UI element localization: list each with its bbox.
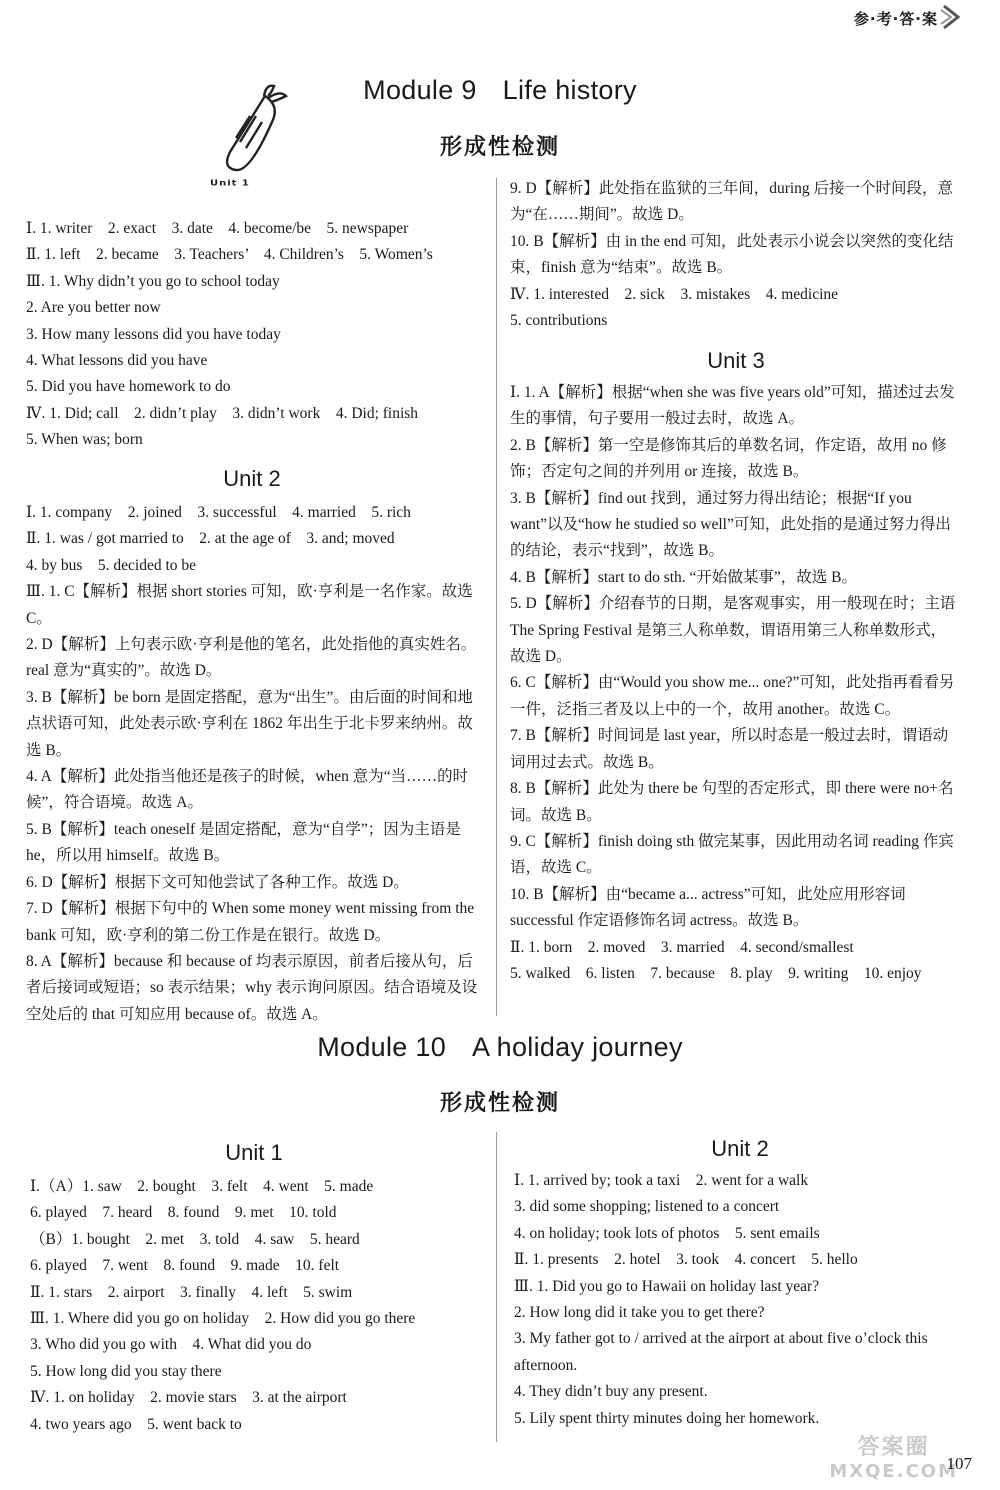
column-divider xyxy=(496,1132,497,1442)
module9-name: Life history xyxy=(502,75,637,105)
answer-line: Ⅰ. 1. writer 2. exact 3. date 4. become/be 5. newspaper xyxy=(26,220,409,237)
answer-line: Ⅱ. 1. presents 2. hotel 3. took 4. concert 5. hello xyxy=(514,1251,858,1269)
answer-line: Ⅲ. 1. C【解析】根据 short stories 可知，欧·亨利是一名作家。故选 C。 xyxy=(26,583,473,627)
module9-subtitle: 形成性检测 xyxy=(439,135,560,160)
module9-unit3-label: Unit 3 xyxy=(707,348,765,373)
answer-line: 5. contributions xyxy=(510,312,608,330)
answer-line: 10. B【解析】由“became a... actress”可知，此处应用形容词 successful 作定语修饰名词 actress。故选 B。 xyxy=(510,885,906,930)
answer-line: Ⅲ. 1. Why didn’t you go to school today xyxy=(26,272,280,290)
answer-line: 6. played 7. heard 8. found 9. met 10. told xyxy=(30,1204,337,1222)
answer-line: 2. How long did it take you to get there? xyxy=(514,1304,765,1322)
answer-line: Ⅱ. 1. born 2. moved 3. married 4. second/smallest xyxy=(510,938,854,956)
module9-unit2-column xyxy=(26,500,484,1028)
answer-line: 4. two years ago 5. went back to xyxy=(30,1415,242,1433)
answer-line: 5. B【解析】teach oneself 是固定搭配，意为“自学”；因为主语是 he，所以用 himself。故选 B。 xyxy=(26,820,461,865)
answer-line: Ⅰ. 1. arrived by; took a taxi 2. went for a walk xyxy=(514,1172,809,1189)
header-answer-tag: 参·考·答·案 xyxy=(853,10,938,28)
answer-line: 6. C【解析】由“Would you show me... one?”可知，此处指再看看另一件，泛指三者及以上中的一个，故用 another。故选 C。 xyxy=(510,674,955,718)
answer-line: 9. D【解析】此处指在监狱的三年间，during 后接一个时间段，意为“在……期间”。故选 D。 xyxy=(510,180,954,224)
answer-line: 6. D【解析】根据下文可知他尝试了各种工作。故选 D。 xyxy=(26,873,409,891)
module9-unit3-column xyxy=(510,380,956,987)
answer-line: Ⅰ.（A）1. saw 2. bought 3. felt 4. went 5. made xyxy=(30,1178,374,1195)
answer-line: 2. Are you better now xyxy=(26,299,161,317)
answer-line: 3. Who did you go with 4. What did you do xyxy=(30,1336,312,1354)
answer-line: 3. did some shopping; listened to a concert xyxy=(514,1198,780,1216)
answer-line: Ⅳ. 1. on holiday 2. movie stars 3. at the airport xyxy=(30,1389,347,1407)
module10-unit2-label: Unit 2 xyxy=(711,1136,769,1161)
answer-line: 8. B【解析】此处为 there be 句型的否定形式，即 there were no+名词。故选 B。 xyxy=(510,780,954,824)
module9-title xyxy=(0,75,1000,106)
answer-line: 5. When was; born xyxy=(26,431,143,449)
unit1-badge: Unit 1 xyxy=(210,179,250,188)
answer-line: 4. B【解析】start to do sth. “开始做某事”，故选 B。 xyxy=(510,568,858,586)
watermark-url: MXQE.COM xyxy=(829,1461,958,1482)
answer-line: Ⅱ. 1. stars 2. airport 3. finally 4. left 5. swim xyxy=(30,1283,353,1301)
module9-right-column xyxy=(510,176,956,334)
answer-line: 2. B【解析】第一空是修饰其后的单数名词，作定语，故用 no 修饰；否定句之间的并列用 or 连接，故选 B。 xyxy=(510,436,947,481)
answer-line: 3. How many lessons did you have today xyxy=(26,325,281,343)
answer-line: 5. How long did you stay there xyxy=(30,1362,222,1380)
answer-line: Ⅱ. 1. left 2. became 3. Teachers’ 4. Children’s 5. Women’s xyxy=(26,246,433,264)
answer-line: 7. B【解析】时间词是 last year，所以时态是一般过去时，谓语动词用过去式。故选 B。 xyxy=(510,727,949,771)
answer-line: 3. My father got to / arrived at the airport at about five o’clock this afternoon. xyxy=(514,1330,928,1374)
answer-line: Ⅳ. 1. interested 2. sick 3. mistakes 4. medicine xyxy=(510,285,839,303)
answer-line: 6. played 7. went 8. found 9. made 10. felt xyxy=(30,1257,340,1275)
answer-line: 3. B【解析】find out 找到，通过努力得出结论；根据“If you want”以及“how he studied so well”可知，此处指的是通过努力得出的结论，表示“找到”，故选 B。 xyxy=(510,489,951,560)
module10-subtitle: 形成性检测 xyxy=(439,1091,560,1116)
answer-line: Ⅲ. 1. Did you go to Hawaii on holiday last year? xyxy=(514,1277,820,1295)
answer-line: Ⅳ. 1. Did; call 2. didn’t play 3. didn’t work 4. Did; finish xyxy=(26,404,419,422)
answer-line: 4. They didn’t buy any present. xyxy=(514,1383,708,1401)
answer-line: 4. by bus 5. decided to be xyxy=(26,556,197,574)
answer-line: 8. A【解析】because 和 because of 均表示原因，前者后接从句，后者后接词或短语；so 表示结果；why 表示询问原因。结合语境及设空处后的 that 可知应用 because of。故选 A。 xyxy=(26,952,478,1023)
module10-unit2-column xyxy=(514,1168,960,1432)
answer-line: 5. Lily spent thirty minutes doing her homework. xyxy=(514,1409,820,1427)
answer-line: 10. B【解析】由 in the end 可知，此处表示小说会以突然的变化结束，finish 意为“结束”。故选 B。 xyxy=(510,232,954,277)
module9-number: Module 9 xyxy=(363,75,477,105)
answer-line: （B）1. bought 2. met 3. told 4. saw 5. heard xyxy=(30,1230,360,1248)
page-number: 107 xyxy=(946,1454,972,1473)
answer-line: Ⅲ. 1. Where did you go on holiday 2. How did you go there xyxy=(30,1310,416,1328)
module10-number: Module 10 xyxy=(317,1032,447,1062)
module10-title xyxy=(0,1032,1000,1063)
answer-line: 2. D【解析】上句表示欧·亨利是他的笔名，此处指他的真实姓名。real 意为“真实的”。故选 D。 xyxy=(26,636,477,680)
answer-line: 4. What lessons did you have xyxy=(26,352,208,370)
watermark xyxy=(829,1436,958,1484)
answer-line: 4. A【解析】此处指当他还是孩子的时候，when 意为“当……的时候”，符合语境。故选 A。 xyxy=(26,768,469,812)
answer-line: 4. on holiday; took lots of photos 5. sent emails xyxy=(514,1224,820,1242)
chevron-right-icon xyxy=(940,4,962,30)
answer-line: Ⅰ. 1. company 2. joined 3. successful 4. married 5. rich xyxy=(26,504,411,521)
answer-line: 5. D【解析】介绍春节的日期，是客观事实，用一般现在时；主语 The Spring Festival 是第三人称单数，谓语用第三人称单数形式，故选 D。 xyxy=(510,595,956,666)
answer-line: 7. D【解析】根据下句中的 When some money went missing from the bank 可知，欧·亨利的第二份工作是在银行。故选 D。 xyxy=(26,900,475,944)
module10-unit1-column xyxy=(30,1174,488,1438)
module9-unit2-label: Unit 2 xyxy=(223,466,281,491)
answer-line: 5. Did you have homework to do xyxy=(26,378,231,396)
answer-line: Ⅱ. 1. was / got married to 2. at the age of 3. and; moved xyxy=(26,530,395,548)
answer-line: Ⅰ. 1. A【解析】根据“when she was five years old”可知，描述过去发生的事情，句子要用一般过去时，故选 A。 xyxy=(510,384,955,428)
answer-line: 5. walked 6. listen 7. because 8. play 9. writing 10. enjoy xyxy=(510,964,922,982)
module10-name: A holiday journey xyxy=(472,1032,683,1062)
watermark-logo-text: 答案圈 xyxy=(857,1435,930,1460)
answer-line: 9. C【解析】finish doing sth 做完某事，因此用动名词 reading 作宾语，故选 C。 xyxy=(510,832,954,877)
answer-line: 3. B【解析】be born 是固定搭配，意为“出生”。由后面的时间和地点状语可知，此处表示欧·亨利在 1862 年出生于北卡罗来纳州。故选 B。 xyxy=(26,688,473,759)
module9-left-column xyxy=(26,216,484,454)
column-divider xyxy=(496,178,497,1016)
module10-unit1-label: Unit 1 xyxy=(225,1140,283,1165)
